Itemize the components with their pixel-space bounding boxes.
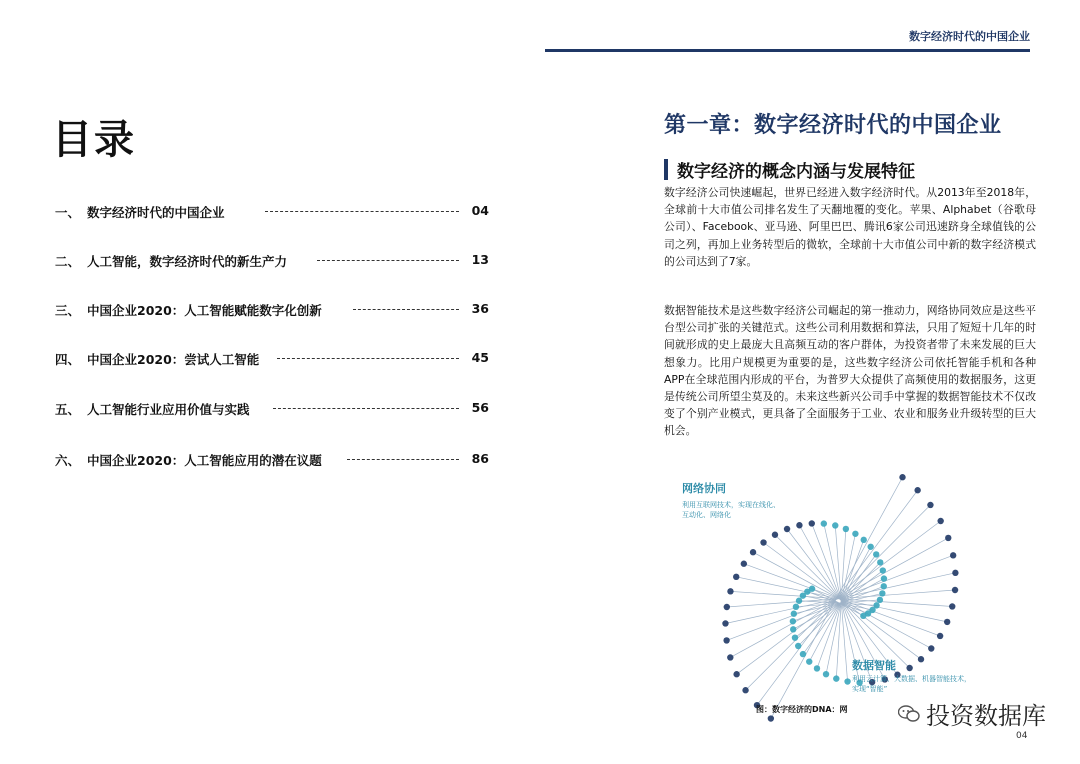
helix-node	[722, 620, 728, 626]
helix-node	[760, 539, 766, 545]
dna-figure	[664, 452, 1036, 732]
toc-entry-page: 86	[471, 451, 489, 466]
toc-leader	[353, 309, 459, 310]
toc-leader	[317, 260, 459, 261]
helix-node	[733, 671, 739, 677]
helix-node	[852, 531, 858, 537]
helix-node	[750, 549, 756, 555]
toc-leader	[265, 211, 459, 212]
toc-entry-number: 五、	[55, 402, 81, 417]
body-paragraph: 数据智能技术是这些数字经济公司崛起的第一推动力，网络协同效应是这些平台型公司扩张的关键范式。这些公司利用数据和算法，只用了短短十几年的时间就形成的史上最庞大且高频互动的客户群体，为投资者带了未来发展的巨大想象力。比用户规模更为重要的是，这些数字经济公司依托智能手机和各种APP在全球范围内形成的平台，为普罗大众提供了高频使用的数据服务，这更是传统公司所望尘莫及的。未来这些新兴公司手中掌握的数据智能技术不仅改变了个别产业模式，更具备了全面服务于工业、农业和服务业升级转型的巨大机会。	[664, 304, 1036, 438]
toc-entry-page: 56	[471, 400, 489, 415]
helix-node	[867, 544, 873, 550]
helix-node	[944, 619, 950, 625]
toc-entry-page: 45	[471, 350, 489, 365]
helix-node	[843, 526, 849, 532]
figure-label-network: 网络协同	[682, 482, 726, 495]
helix-node	[791, 611, 797, 617]
wechat-icon	[898, 705, 920, 723]
helix-node	[806, 658, 812, 664]
toc-entry-number: 四、	[55, 352, 81, 367]
helix-node	[861, 537, 867, 543]
helix-node	[796, 598, 802, 604]
helix-node	[772, 532, 778, 538]
helix-node	[833, 675, 839, 681]
toc-entry-page: 04	[471, 203, 489, 218]
helix-node	[727, 654, 733, 660]
helix-node	[950, 552, 956, 558]
helix-node	[742, 687, 748, 693]
helix-node	[860, 613, 866, 619]
helix-node	[724, 604, 730, 610]
helix-node	[727, 588, 733, 594]
body-paragraph: 数字经济公司快速崛起，世界已经进入数字经济时代。从2013年至2018年，全球前十大市值公司排名发生了天翻地覆的变化。苹果、Alphabet（谷歌母公司）、Facebook、亚马逊、阿里巴巴、腾讯6家公司迅速跻身全球值钱的公司之列，再加上业务转型后的微软，全球前十大市值公司中新的数字经济模式的公司达到了7家。	[664, 186, 1036, 268]
helix-node	[952, 570, 958, 576]
helix-node	[873, 551, 879, 557]
section-accent-bar	[664, 159, 668, 180]
helix-node	[796, 522, 802, 528]
helix-node	[945, 535, 951, 541]
helix-node	[733, 574, 739, 580]
helix-node	[881, 583, 887, 589]
section-title: 数字经济的概念内涵与发展特征	[677, 162, 915, 182]
toc-entry-number: 三、	[55, 303, 81, 318]
helix-node	[937, 633, 943, 639]
toc-entry-number: 一、	[55, 205, 81, 220]
helix-node	[899, 474, 905, 480]
figure-sublabel-network: 利用互联网技术，实现在线化、 互动化、网络化	[682, 501, 780, 519]
helix-node	[790, 618, 796, 624]
helix-node	[906, 665, 912, 671]
figure-sublabel-data: 利用云计算、大数据、机器智能技术， 实现“智能”	[852, 675, 971, 693]
toc-leader	[277, 358, 459, 359]
toc-entry-label: 中国企业2020：人工智能应用的潜在议题	[87, 453, 322, 468]
helix-node	[918, 656, 924, 662]
toc-entry[interactable]	[55, 203, 489, 223]
page-number: 04	[1016, 731, 1028, 741]
helix-node	[809, 520, 815, 526]
helix-node	[844, 678, 850, 684]
header-rule	[545, 49, 1030, 52]
helix-node	[790, 626, 796, 632]
helix-node	[741, 561, 747, 567]
helix-node	[949, 603, 955, 609]
toc-entry-label: 中国企业2020：人工智能赋能数字化创新	[87, 303, 322, 318]
helix-node	[881, 575, 887, 581]
toc-leader	[347, 459, 459, 460]
figure-label-data: 数据智能	[852, 659, 896, 672]
helix-node	[795, 643, 801, 649]
helix-node	[723, 637, 729, 643]
helix-node	[793, 604, 799, 610]
figure-caption: 图：数字经济的DNA：网	[756, 705, 848, 714]
helix-node	[937, 518, 943, 524]
chapter-title: 第一章：数字经济时代的中国企业	[664, 113, 1002, 138]
helix-node	[821, 520, 827, 526]
toc-leader	[273, 408, 459, 409]
toc-entry[interactable]	[55, 350, 489, 370]
running-header: 数字经济时代的中国企业	[909, 30, 1030, 43]
watermark-text: 投资数据库	[926, 702, 1046, 730]
toc-entry[interactable]	[55, 252, 489, 272]
helix-node	[877, 597, 883, 603]
toc-entry-page: 36	[471, 301, 489, 316]
helix-node	[823, 671, 829, 677]
helix-node	[927, 502, 933, 508]
helix-node	[814, 665, 820, 671]
helix-node	[928, 645, 934, 651]
helix-node	[768, 715, 774, 721]
helix-node	[877, 559, 883, 565]
toc-entry-label: 人工智能行业应用价值与实践	[87, 402, 250, 417]
helix-node	[832, 522, 838, 528]
toc-entry[interactable]	[55, 301, 489, 321]
helix-node	[879, 590, 885, 596]
helix-node	[880, 567, 886, 573]
toc-entry[interactable]	[55, 400, 489, 420]
toc-entry-number: 六、	[55, 453, 81, 468]
toc-entry-label: 数字经济时代的中国企业	[87, 205, 225, 220]
watermark	[898, 696, 1046, 731]
helix-node	[952, 587, 958, 593]
toc-entry-page: 13	[471, 252, 489, 267]
helix-node	[784, 526, 790, 532]
helix-node	[809, 586, 815, 592]
toc-title: 目录	[52, 117, 136, 163]
helix-node	[800, 651, 806, 657]
helix-node	[792, 634, 798, 640]
helix-node	[914, 487, 920, 493]
toc-entry-number: 二、	[55, 254, 81, 269]
toc-entry-label: 中国企业2020：尝试人工智能	[87, 352, 260, 367]
toc-entry[interactable]	[55, 451, 489, 471]
toc-entry-label: 人工智能，数字经济时代的新生产力	[87, 254, 288, 269]
